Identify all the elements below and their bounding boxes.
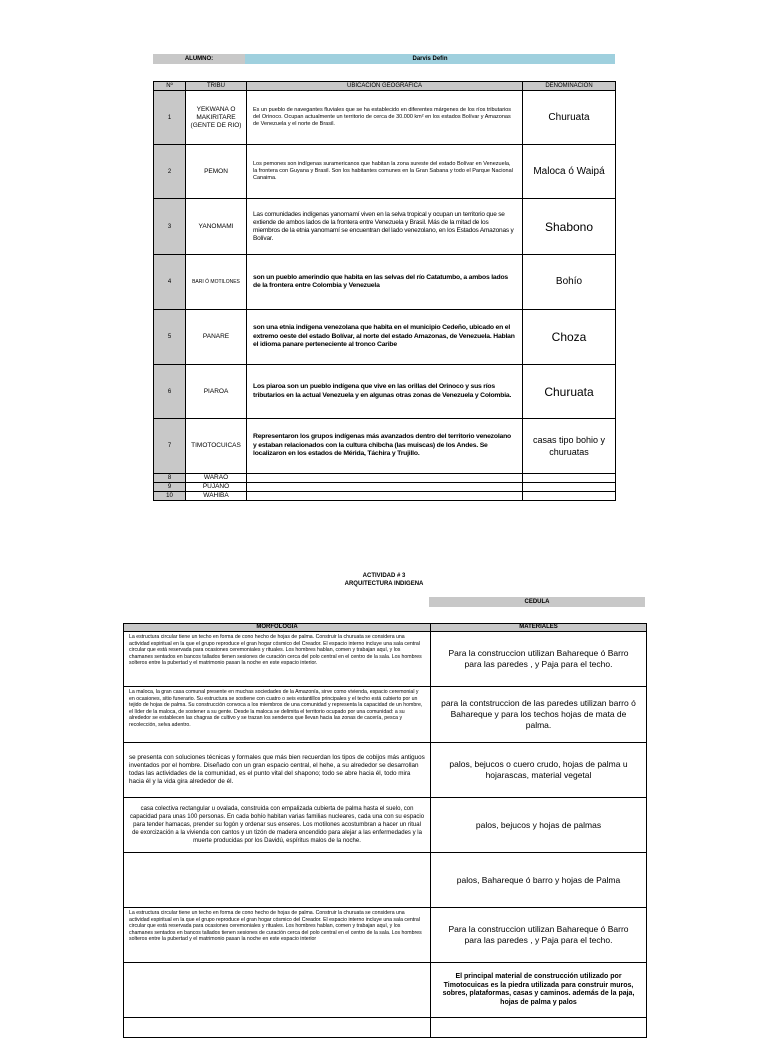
table-row: [154, 255, 616, 310]
geographic-location: [247, 492, 523, 501]
geographic-location: son una etnia indígena venezolana que habita en el municipio Cedeño, ubicado en el extremo oeste del estado Bolívar, al norte del estado Amazonas, de Venezuela. Hablan el idioma panare perteneciente al tronco Caribe: [247, 310, 523, 365]
table-row: [154, 310, 616, 365]
column-header: TRIBU: [186, 82, 247, 91]
tribe-name: YEKWANA O MAKIRITARE (GENTE DE RIO): [186, 91, 247, 145]
materials: Para la construccion utilizan Bahareque ó Barro para las paredes , y Paja para el techo.: [431, 908, 647, 963]
table-row: [154, 145, 616, 199]
morphology: [124, 1018, 431, 1038]
cedula-label: CEDULA: [429, 597, 645, 607]
materials: palos, Bahareque ó barro y hojas de Palma: [431, 853, 647, 908]
denomination: [523, 474, 616, 483]
table-row: [124, 632, 647, 687]
denomination: Maloca ó Waipá: [523, 145, 616, 199]
morphology: [124, 853, 431, 908]
table-header-row: [154, 82, 616, 91]
materials: [431, 1018, 647, 1038]
row-number: 10: [154, 492, 186, 501]
table-row: [124, 963, 647, 1018]
tribes-table: [153, 81, 616, 501]
table-row: [154, 419, 616, 474]
materials: Para la construccion utilizan Bahareque ó Barro para las paredes , y Paja para el techo.: [431, 632, 647, 687]
row-number: 3: [154, 199, 186, 255]
row-number: 4: [154, 255, 186, 310]
table-row: [154, 492, 616, 501]
row-number: 5: [154, 310, 186, 365]
table-header-row: [124, 624, 647, 632]
geographic-location: Los pemones son indígenas suramericanos que habitan la zona sureste del estado Bolívar en Venezuela, la frontera con Guyana y Brasil. Son los habitantes comunes en la Gran Sabana y todo el Parque Nacional Canaima.: [247, 145, 523, 199]
materials: palos, bejucos y hojas de palmas: [431, 798, 647, 853]
column-header: DENOMINACIÓN: [523, 82, 616, 91]
row-number: 1: [154, 91, 186, 145]
materials: para la contstruccion de las paredes utilizan barro ó Bahareque y para los techos hojas de mata de palma.: [431, 687, 647, 743]
table-row: [124, 1018, 647, 1038]
geographic-location: [247, 474, 523, 483]
geographic-location: son un pueblo amerindio que habita en las selvas del río Catatumbo, a ambos lados de la frontera entre Colombia y Venezuela: [247, 255, 523, 310]
architecture-table: [123, 623, 647, 1038]
geographic-location: Representaron los grupos indígenas más avanzados dentro del territorio venezolano y estaban relacionados con la cultura chibcha (las muiscas) de los Andes. Se localizaron en los estados de Mérida, Táchira y Trujillo.: [247, 419, 523, 474]
student-name: Darvis Defin: [245, 54, 615, 64]
denomination: casas tipo bohio y churuatas: [523, 419, 616, 474]
morphology: [124, 963, 431, 1018]
tribe-name: PUJANO: [186, 483, 247, 492]
tribe-name: TIMOTOCUICAS: [186, 419, 247, 474]
tribe-name: WARAO: [186, 474, 247, 483]
row-number: 2: [154, 145, 186, 199]
row-number: 9: [154, 483, 186, 492]
tribe-name: YANOMAMI: [186, 199, 247, 255]
table-row: [154, 474, 616, 483]
morphology: se presenta con soluciones técnicas y formales que más bien recuerdan los tipos de cobijos más antiguos inventados por el hombre. Diseñado con un gran espacio central, el hehe, a su alrededor se desarrollan todas las actividades de la comunidad, es el punto vital del shapono; todo se abre hacia él, todo mira hacia él y la vida gira alrededor de él.: [124, 743, 431, 798]
tribe-name: BARI Ó MOTILONES: [186, 255, 247, 310]
denomination: Churuata: [523, 91, 616, 145]
table-row: [124, 908, 647, 963]
table-row: [154, 199, 616, 255]
tribe-name: PEMON: [186, 145, 247, 199]
activity-title: ACTIVIDAD # 3: [362, 573, 406, 579]
tribe-name: PANARE: [186, 310, 247, 365]
table-row: [154, 365, 616, 419]
column-header: MORFOLOGIA: [124, 624, 431, 632]
table-row: [124, 853, 647, 908]
row-number: 6: [154, 365, 186, 419]
column-header: MATERIALES: [431, 624, 647, 632]
morphology: casa colectiva rectangular u ovalada, construida con empalizada cubierta de palma hasta el suelo, con capacidad para unas 100 personas. En cada bohío habitan varias familias nucleares, cada una con su espacio para tender hamacas, prender su fogón y ordenar sus enseres. Los motilones acostumbran a hacer un ritual de exorcización a la vivienda con cantos y un tizón de madera encendido para alejar a las enfermedades y la muerte producidas por los Davidú, espíritus malos de la noche.: [124, 798, 431, 853]
denomination: [523, 492, 616, 501]
morphology: La estructura circular tiene un techo en forma de cono hecho de hojas de palma. Construir la churuata se considera una actividad espiritual en la que el grupo reproduce el gran hogar cósmico del Creador. El espacio interno incluye una sala central circular que está reservada para ocasiones ceremoniales y rituales. Los hombres hablan, comen y trabajan aquí, y los chamanes sentados en bancos tallados tienen sesiones de curación cerca del polo central en el centro de la sala. Los hombres solteros entre la pubertad y el matrimonio pasan la noche en este espacio interior: [124, 908, 431, 963]
denomination: Churuata: [523, 365, 616, 419]
morphology: La estructura circular tiene un techo en forma de cono hecho de hojas de palma. Construir la churuata se considera una actividad espiritual en la que el grupo reproduce el gran hogar cósmico del Creador. El espacio interno incluye una sala central circular que está reservada para ocasiones ceremoniales y rituales. Los hombres hablan, comen y trabajan aquí, y los chamanes sentados en bancos tallados tienen sesiones de curación cerca del polo central en el centro de la sala. Los hombres solteros entre la pubertad y el matrimonio pasan la noche en este espacio interior.: [124, 632, 431, 687]
activity-subtitle: ARQUITECTURA INDIGENA: [344, 581, 424, 587]
table-row: [154, 91, 616, 145]
geographic-location: Las comunidades indígenas yanomamí viven en la selva tropical y ocupan un territorio que se extiende de ambos lados de la frontera entre Venezuela y Brasil. Más de la mitad de los miembros de la etnia yanomamí se encuentran del lado venezolano, en los Estados Amazonas y Bolívar.: [247, 199, 523, 255]
table-row: [124, 743, 647, 798]
table-row: [124, 798, 647, 853]
table-row: [154, 483, 616, 492]
geographic-location: Los piaroa son un pueblo indígena que vive en las orillas del Orinoco y sus ríos tributarios en la actual Venezuela y en algunas otras zonas de Venezuela y Colombia.: [247, 365, 523, 419]
student-label: ALUMNO:: [153, 54, 245, 64]
column-header: UBICACIÓN GEOGRÁFICA: [247, 82, 523, 91]
tribe-name: WAHIBA: [186, 492, 247, 501]
materials: palos, bejucos o cuero crudo, hojas de palma u hojarascas, material vegetal: [431, 743, 647, 798]
column-header: Nº: [154, 82, 186, 91]
table-row: [124, 687, 647, 743]
geographic-location: Es un pueblo de navegantes fluviales que se ha establecido en diferentes márgenes de los ríos tributarios del Orinoco. Ocupan actualmente un territorio de cerca de 30.000 km² en los estados Bolívar y Amazonas de Venezuela y el norte de Brasil.: [247, 91, 523, 145]
denomination: Choza: [523, 310, 616, 365]
morphology: La maloca, la gran casa comunal presente en muchas sociedades de la Amazonía, sirve como vivienda, espacio ceremonial y en ocasiones, sitio funerario. Su estructura se sostiene con cuatro o seis estantillos principales y el techo está cubierto por un tejido de hojas de palma. Su construcción convoca a los miembros de una comunidad y representa la capacidad de un hombre, el líder de la maloca, de sostener a su gente. Desde la maloca se delimita el territorio ocupado por una comunidad: a su alrededor se establecen las chagras de cultivo y se trazan los senderos que llevan hacia las zonas de cacería, pesca y recolección, selva adentro.: [124, 687, 431, 743]
denomination: Shabono: [523, 199, 616, 255]
materials: El principal material de construcción utilizado por Timotocuicas es la piedra utilizada para construir muros, sobres, plataformas, casas y caminos. además de la paja, hojas de palma y palos: [431, 963, 647, 1018]
denomination: [523, 483, 616, 492]
tribe-name: PIAROA: [186, 365, 247, 419]
row-number: 7: [154, 419, 186, 474]
geographic-location: [247, 483, 523, 492]
row-number: 8: [154, 474, 186, 483]
denomination: Bohío: [523, 255, 616, 310]
